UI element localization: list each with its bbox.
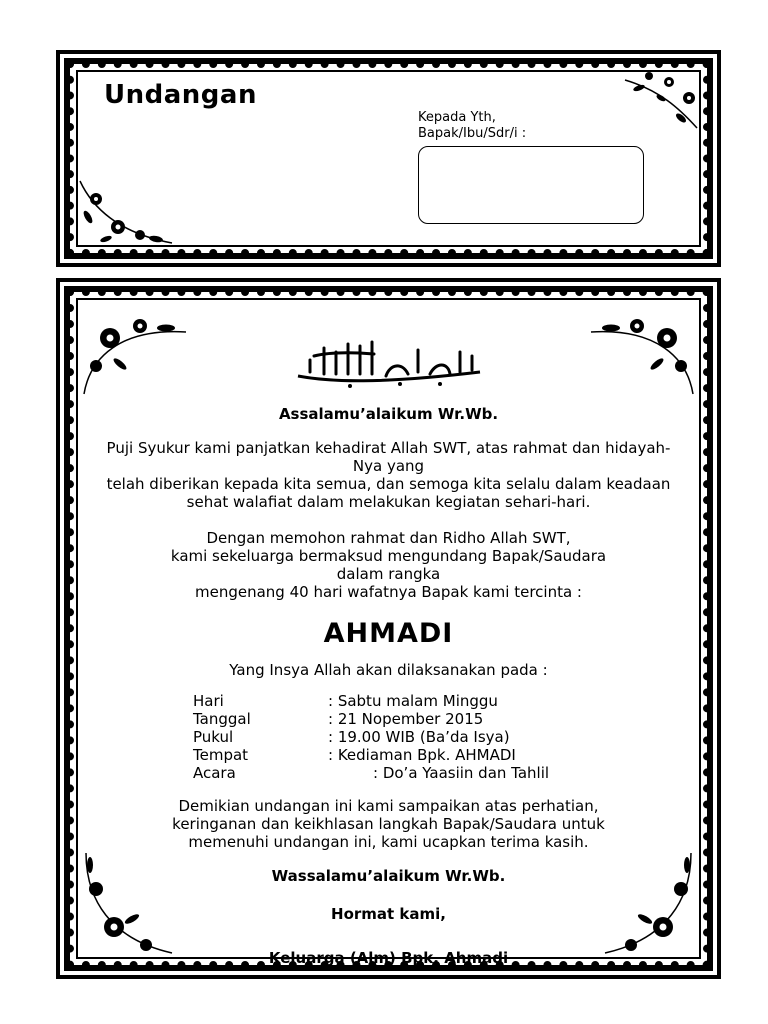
signature: Keluarga (Alm) Bpk. Ahmadi	[268, 949, 509, 967]
detail-label: Tanggal	[193, 710, 251, 728]
floral-corner-icon	[619, 68, 699, 132]
closing-line: Demikian undangan ini kami sampaikan atas perhatian,	[178, 797, 599, 815]
invitation-card	[56, 278, 721, 979]
detail-label: Acara	[193, 764, 236, 782]
paragraph-line: Nya yang	[352, 457, 425, 475]
deceased-name: AHMADI	[323, 618, 454, 649]
address-box	[418, 146, 644, 224]
detail-label: Tempat	[193, 746, 249, 764]
paragraph-line: kami sekeluarga bermaksud mengundang Bapak/Saudara	[170, 547, 607, 565]
farewell: Wassalamu’alaikum Wr.Wb.	[271, 867, 506, 885]
recipient-label	[418, 110, 526, 142]
greeting: Assalamu’alaikum Wr.Wb.	[278, 405, 499, 423]
floral-corner-icon	[80, 849, 176, 959]
floral-corner-icon	[601, 849, 697, 959]
recipient-line-2: Bapak/Ibu/Sdr/i :	[418, 126, 527, 141]
paragraph-line: Dengan memohon rahmat dan Ridho Allah SWT,	[206, 529, 571, 547]
envelope-title: Undangan	[104, 80, 257, 110]
floral-corner-icon	[80, 308, 190, 400]
detail-value: : Do’a Yaasiin dan Tahlil	[373, 764, 550, 782]
paragraph-line: Puji Syukur kami panjatkan kehadirat Allah SWT, atas rahmat dan hidayah-	[106, 439, 671, 457]
bismillah-calligraphy-icon	[290, 332, 490, 392]
paragraph-line: telah diberikan kepada kita semua, dan semoga kita selalu dalam keadaan	[106, 475, 671, 493]
closing-line: keringanan dan keikhlasan langkah Bapak/Saudara untuk	[172, 815, 605, 833]
event-intro: Yang Insya Allah akan dilaksanakan pada :	[229, 661, 548, 679]
detail-label: Hari	[193, 692, 224, 710]
floral-corner-icon	[78, 177, 174, 251]
paragraph-line: dalam rangka	[336, 565, 441, 583]
paragraph-line: sehat walafiat dalam melakukan kegiatan sehari-hari.	[186, 493, 591, 511]
detail-label: Pukul	[193, 728, 234, 746]
envelope-frame	[56, 50, 721, 267]
detail-value: : Sabtu malam Minggu	[328, 692, 498, 710]
detail-value: : Kediaman Bpk. AHMADI	[328, 746, 516, 764]
regards: Hormat kami,	[331, 905, 446, 923]
floral-corner-icon	[587, 308, 697, 400]
detail-value: : 19.00 WIB (Ba’da Isya)	[328, 728, 510, 746]
paragraph-line: mengenang 40 hari wafatnya Bapak kami tercinta :	[195, 583, 582, 601]
recipient-line-1: Kepada Yth,	[418, 110, 496, 125]
detail-value: : 21 Nopember 2015	[328, 710, 484, 728]
closing-line: memenuhi undangan ini, kami ucapkan terima kasih.	[188, 833, 589, 851]
